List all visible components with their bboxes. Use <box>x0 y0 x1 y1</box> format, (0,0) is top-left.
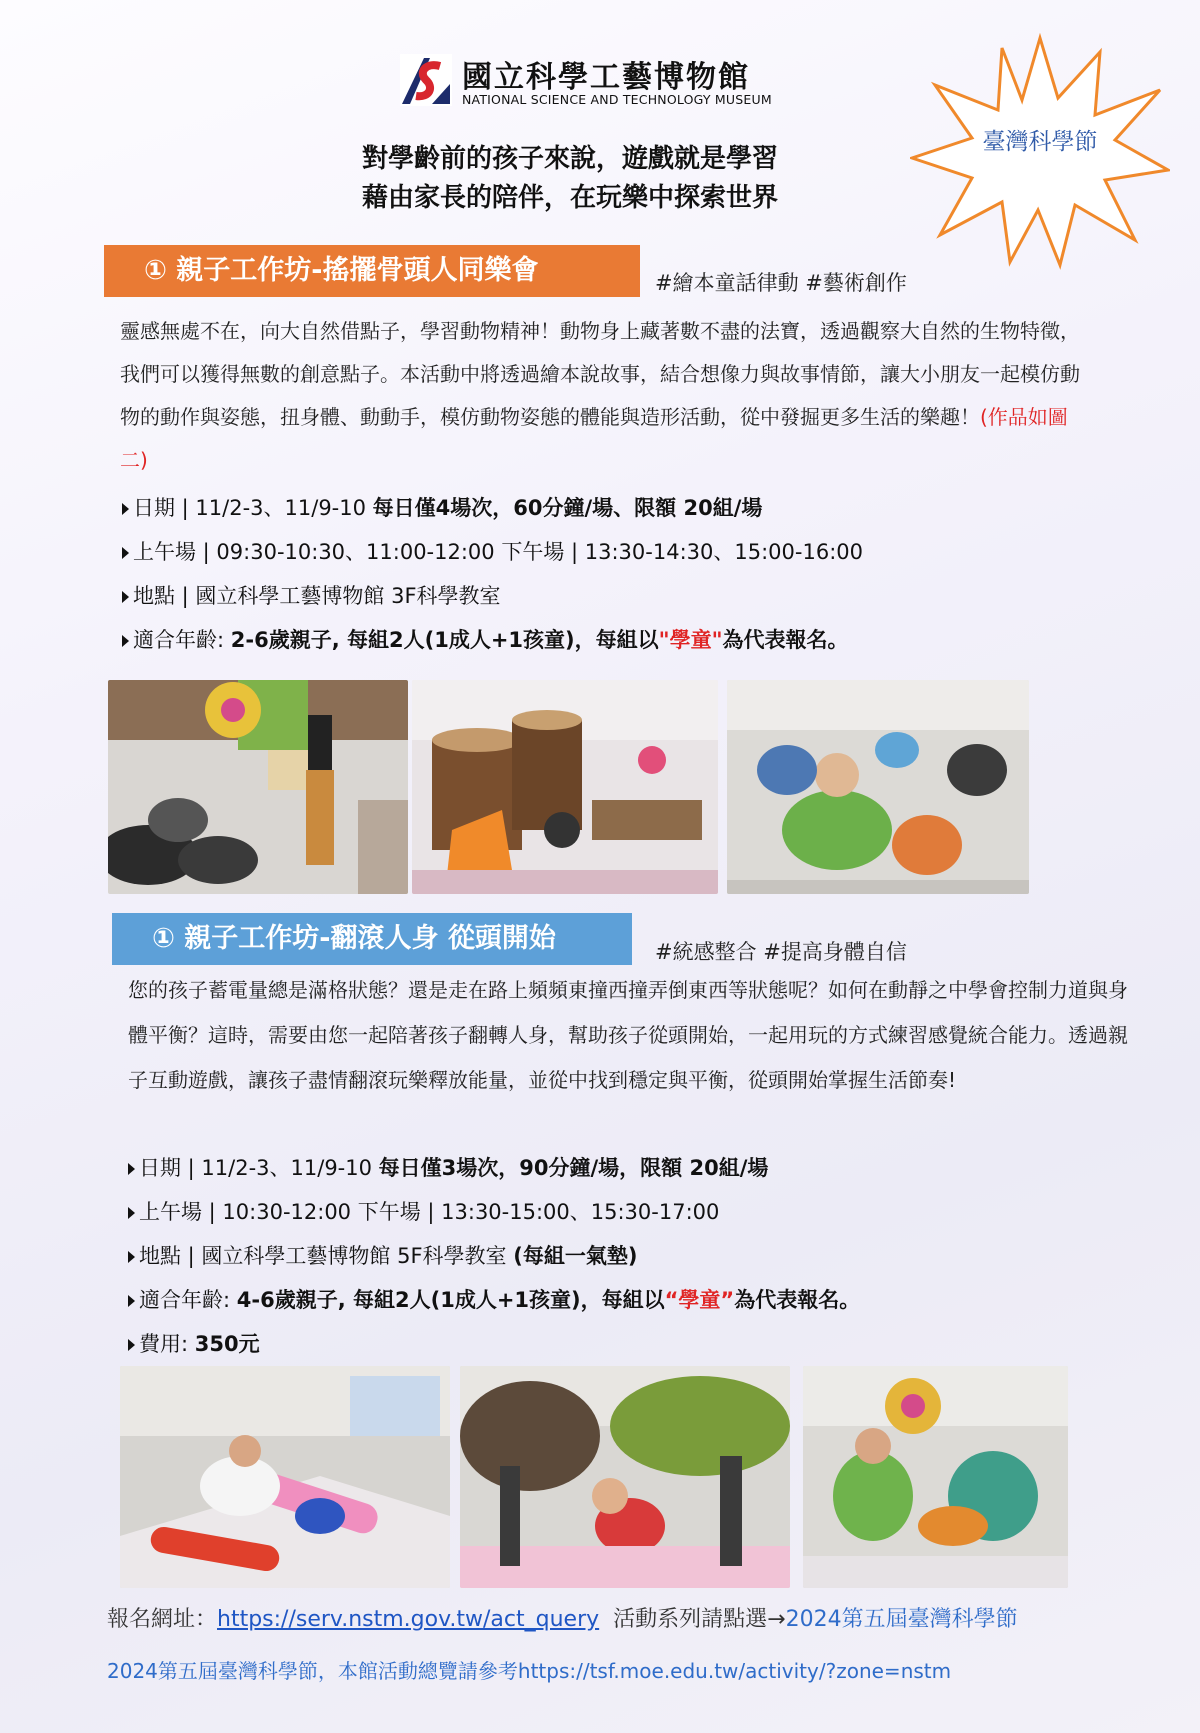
intro-line-2: 藉由家長的陪伴，在玩樂中探索世界 <box>361 183 778 213</box>
section2-age-end: 為代表報名。 <box>734 1288 861 1312</box>
section1-description-text: 靈感無處不在，向大自然借點子，學習動物精神！動物身上藏著數不盡的法寶，透過觀察大自然的生物特徵，我們可以獲得無數的創意點子。本活動中將透過繪本說故事，結合想像力與故事情節，讓大小朋友一起模仿動物的動作與姿態，扭身體、動動手，模仿動物姿態的體能與造形活動，從中發掘更多生活的樂趣！ <box>120 319 1080 429</box>
section1-age-end: 為代表報名。 <box>722 628 849 652</box>
section2-title-banner: ① 親子工作坊-翻滾人身 從頭開始 <box>112 913 632 965</box>
section2-description: 您的孩子蓄電量總是滿格狀態？還是走在路上頻頻東撞西撞弄倒東西等狀態呢？如何在動靜之中學會控制力道與身體平衡？這時，需要由您一起陪著孩子翻轉人身，幫助孩子從頭開始，一起用玩的方式練習感覺統合能力。透過親子互動遊戲，讓孩子盡情翻滾玩樂釋放能量，並從中找到穩定與平衡，從頭開始掌握生活節奏! <box>128 978 1128 1092</box>
section2-location-text: 地點 | 國立科學工藝博物館 5F科學教室 <box>139 1244 514 1268</box>
bullet-icon <box>128 1163 135 1175</box>
section1-location <box>122 580 501 610</box>
museum-name-en: NATIONAL SCIENCE AND TECHNOLOGY MUSEUM <box>462 92 772 107</box>
section1-date-label: 日期 | 11/2-3、11/9-10 <box>133 496 373 520</box>
workshop2-photo-crawling <box>460 1366 790 1588</box>
bullet-icon <box>122 591 129 603</box>
signup-line <box>107 1602 1018 1633</box>
section1-sessions <box>122 536 863 566</box>
bullet-icon <box>128 1251 135 1263</box>
section1-date-detail: 每日僅4場次，60分鐘/場、限額 20組/場 <box>372 496 763 520</box>
section1-date <box>122 492 762 522</box>
section1-age-label: 適合年齡: <box>133 628 231 652</box>
signup-url-link[interactable]: https://serv.nstm.gov.tw/act_query <box>217 1607 600 1632</box>
section2-date-detail: 每日僅3場次，90分鐘/場，限額 20組/場 <box>378 1156 769 1180</box>
bullet-icon <box>128 1295 135 1307</box>
section1-age <box>122 624 849 654</box>
section1-sessions-text: 上午場 | 09:30-10:30、11:00-12:00 下午場 | 13:30-14:30、15:00-16:00 <box>133 540 863 564</box>
section2-age-highlight: “學童” <box>664 1288 735 1312</box>
section2-date-label: 日期 | 11/2-3、11/9-10 <box>139 1156 379 1180</box>
bullet-icon <box>122 547 129 559</box>
section2-age <box>128 1284 860 1314</box>
series-link[interactable]: 2024第五屆臺灣科學節 <box>785 1607 1018 1632</box>
section2-location <box>128 1240 637 1270</box>
workshop2-photo-parent-child <box>803 1366 1068 1588</box>
workshop1-photo-storytelling <box>108 680 408 894</box>
section2-age-label: 適合年齡: <box>139 1288 237 1312</box>
section1-age-highlight: "學童" <box>658 628 723 652</box>
signup-label: 報名網址： <box>107 1607 218 1632</box>
workshop2-photo-mat-play <box>120 1366 450 1588</box>
section1-tags: #繪本童話律動 #藝術創作 <box>655 271 907 295</box>
section2-tags: #統感整合 #提高身體自信 <box>655 940 907 964</box>
intro-line-1: 對學齡前的孩子來說，遊戲就是學習 <box>361 144 778 174</box>
bullet-icon <box>122 635 129 647</box>
section2-location-note: (每組一氣墊) <box>513 1244 638 1268</box>
section1-title-banner: ① 親子工作坊-搖擺骨頭人同樂會 <box>104 245 640 297</box>
section1-location-text: 地點 | 國立科學工藝博物館 3F科學教室 <box>133 584 501 608</box>
section2-sessions <box>128 1196 719 1226</box>
bullet-icon <box>128 1207 135 1219</box>
section2-fee-amount: 350元 <box>194 1332 260 1356</box>
series-text: 活動系列請點選→ <box>613 1607 786 1632</box>
section2-age-detail: 4-6歲親子, 每組2人(1成人+1孩童)，每組以 <box>236 1288 665 1312</box>
bullet-icon <box>122 503 129 515</box>
section1-description <box>120 310 1085 482</box>
activity-overview-line[interactable]: 2024第五屆臺灣科學節，本館活動總覽請參考https://tsf.moe.edu.tw/activity/?zone=nstm <box>107 1659 952 1683</box>
workshop1-photo-artworks <box>412 680 718 894</box>
taiwan-science-festival-badge: 臺灣科學節 <box>982 129 1098 155</box>
section2-fee <box>128 1328 260 1358</box>
bullet-icon <box>128 1339 135 1351</box>
museum-name-cn: 國立科學工藝博物館 <box>462 60 750 95</box>
section1-description-note: (作品如圖二) <box>120 405 1068 472</box>
section2-sessions-text: 上午場 | 10:30-12:00 下午場 | 13:30-15:00、15:30-17:00 <box>139 1200 720 1224</box>
section2-fee-label: 費用: <box>139 1332 195 1356</box>
section1-age-detail: 2-6歲親子, 每組2人(1成人+1孩童)，每組以 <box>230 628 659 652</box>
section2-date <box>128 1152 768 1182</box>
workshop1-photo-stretching <box>727 680 1029 894</box>
museum-logo-icon <box>400 54 452 106</box>
